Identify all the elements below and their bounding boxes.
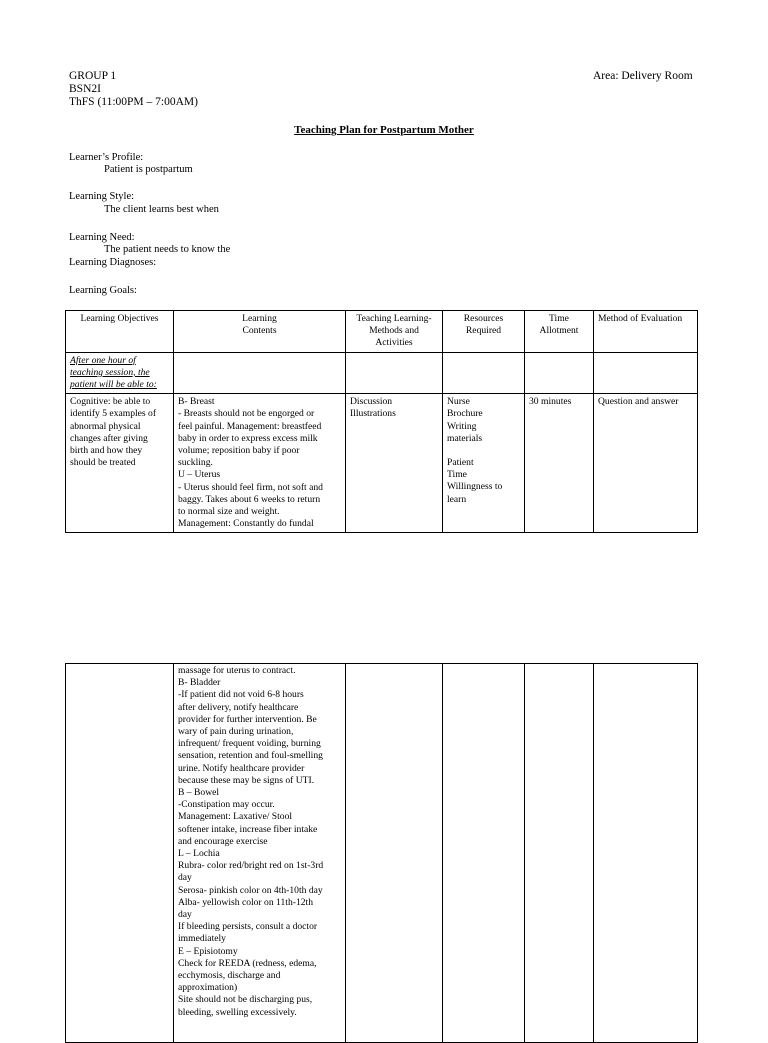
contents-cell: B- Breast - Breasts should not be engorged or feel painful. Management: breastfeed baby in order to express excess milk volume; reposition baby if poor suckling. U – Uterus - Uterus should feel firm, not soft and baggy. Takes about 6 weeks to return to normal size and weight. Management: Constantly do fundal: [174, 394, 346, 533]
page-title: Teaching Plan for Postpartum Mother: [294, 124, 474, 136]
methods-cell: Discussion Illustrations: [346, 394, 443, 533]
table-header-row: [66, 311, 698, 353]
empty-cell: [594, 664, 698, 1043]
group-label: GROUP 1: [69, 70, 117, 82]
learning-diagnoses-label: Learning Diagnoses:: [69, 257, 157, 268]
teaching-plan-table: [65, 310, 698, 533]
table-row: [66, 394, 698, 533]
learner-profile-value: Patient is postpartum: [104, 164, 193, 175]
resources-cell: Nurse Brochure Writing materials Patient Time Willingness to learn: [443, 394, 525, 533]
empty-cell: [346, 664, 443, 1043]
contents-cell-continued: massage for uterus to contract. B- Bladder -If patient did not void 6-8 hours after delivery, notify healthcare provider for further intervention. Be wary of pain during urination, infrequent/ frequent voiding, burning sensation, retention and foul-smelling urine. Notify healthcare provider because these may be signs of UTI. B – Bowel -Constipation may occur. Management: Laxative/ Stool softener intake, increase fiber intake and encourage exercise L – Lochia Rubra- color red/bright red on 1st-3rd day Serosa- pinkish color on 4th-10th day Alba- yellowish color on 11th-12th day If bleeding persists, consult a doctor immediately E – Episiotomy Check for REEDA (redness, edema, ecchymosis, discharge and approximation) Site should not be discharging pus, bleeding, swelling excessively.: [174, 664, 346, 1043]
header-time: Time Allotment: [525, 311, 594, 353]
empty-cell: [443, 352, 525, 394]
empty-cell: [66, 664, 174, 1043]
objective-cell: Cognitive: be able to identify 5 examples of abnormal physical changes after giving birth and how they should be treated: [66, 394, 174, 533]
header-resources: Resources Required: [443, 311, 525, 353]
time-cell: 30 minutes: [525, 394, 594, 533]
table-row: [66, 352, 698, 394]
learning-style-value: The client learns best when: [104, 204, 219, 215]
empty-cell: [525, 352, 594, 394]
header-objectives: Learning Objectives: [66, 311, 174, 353]
header-contents: Learning Contents: [174, 311, 346, 353]
teaching-plan-table-continued: [65, 663, 698, 1043]
header-evaluation: Method of Evaluation: [594, 311, 698, 353]
table-row: [66, 664, 698, 1043]
empty-cell: [346, 352, 443, 394]
empty-cell: [174, 352, 346, 394]
learning-goals-label: Learning Goals:: [69, 285, 137, 296]
area-label: Area: Delivery Room: [593, 70, 693, 82]
learner-profile-label: Learner’s Profile:: [69, 152, 144, 163]
learning-style-label: Learning Style:: [69, 191, 135, 202]
evaluation-cell: Question and answer: [594, 394, 698, 533]
header-methods: Teaching Learning- Methods and Activities: [346, 311, 443, 353]
schedule-label: ThFS (11:00PM – 7:00AM): [69, 96, 198, 108]
intro-objective-cell: After one hour of teaching session, the patient will be able to:: [66, 352, 174, 394]
empty-cell: [525, 664, 594, 1043]
empty-cell: [443, 664, 525, 1043]
learning-need-label: Learning Need:: [69, 232, 135, 243]
learning-need-value: The patient needs to know the: [104, 244, 231, 255]
section-label: BSN2I: [69, 83, 101, 95]
empty-cell: [594, 352, 698, 394]
